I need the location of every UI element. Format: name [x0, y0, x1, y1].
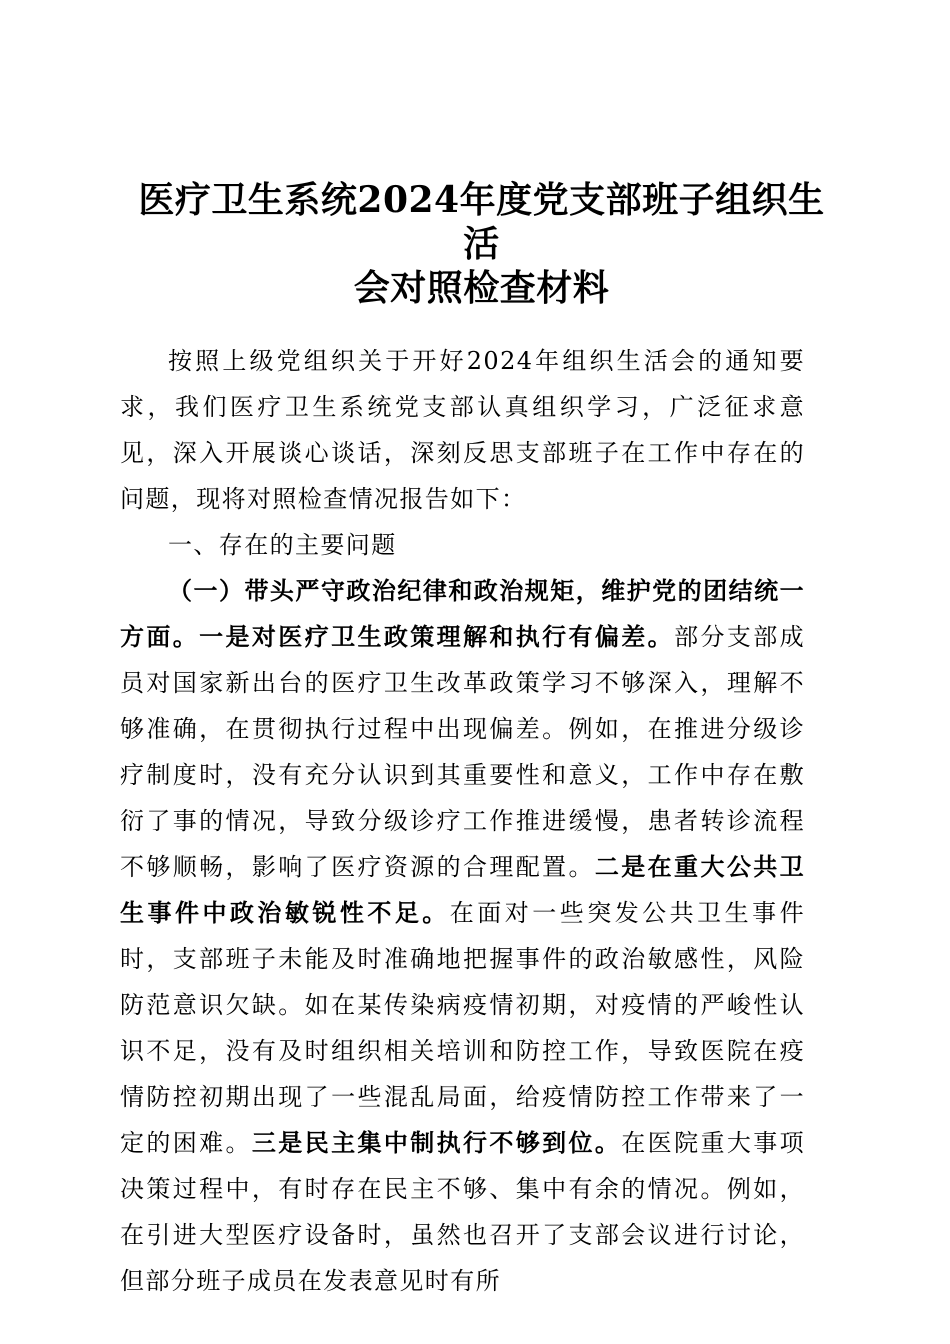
document-title [130, 178, 833, 310]
point-text-1: 部分支部成员对国家新出台的医疗卫生改革政策学习不够深入，理解不够准确，在贯彻执行过程中出现偏差。例如，在推进分级诊疗制度时，没有充分认识到其重要性和意义，工作中存在敷衍了事的情况，导致分级诊疗工作推进缓慢，患者转诊流程不够顺畅，影响了医疗资源的合理配置。 [120, 623, 805, 881]
document-body [120, 338, 805, 1304]
title-line-1: 医疗卫生系统2024年度党支部班子组织生活 [138, 179, 825, 265]
point-heading-3: 三是民主集中制执行不够到位。 [251, 1128, 622, 1157]
point-heading-1: 一是对医疗卫生政策理解和执行有偏差。 [199, 622, 675, 651]
title-line-2: 会对照检查材料 [353, 267, 610, 309]
section-paragraph-1 [120, 568, 805, 1304]
point-text-2: 在面对一些突发公共卫生事件时，支部班子未能及时准确地把握事件的政治敏感性，风险防范意识欠缺。如在某传染病疫情初期，对疫情的严峻性认识不足，没有及时组织相关培训和防控工作，导致医院在疫情防控初期出现了一些混乱局面，给疫情防控工作带来了一定的困难。 [120, 899, 805, 1157]
subsection-heading-1: （一）带头严守政治纪律和政治规矩，维护党的团结统一方面。 [120, 576, 805, 651]
section-heading-1: 一、存在的主要问题 [168, 531, 397, 559]
point-text-3: 在医院重大事项决策过程中，有时存在民主不够、集中有余的情况。例如，在引进大型医疗设备时，虽然也召开了支部会议进行讨论，但部分班子成员在发表意见时有所 [120, 1129, 805, 1295]
point-heading-2: 二是在重大公共卫生事件中政治敏锐性不足。 [120, 852, 805, 927]
intro-paragraph: 按照上级党组织关于开好2024年组织生活会的通知要求，我们医疗卫生系统党支部认真组织学习，广泛征求意见，深入开展谈心谈话，深刻反思支部班子在工作中存在的问题，现将对照检查情况报告如下： [120, 347, 805, 513]
